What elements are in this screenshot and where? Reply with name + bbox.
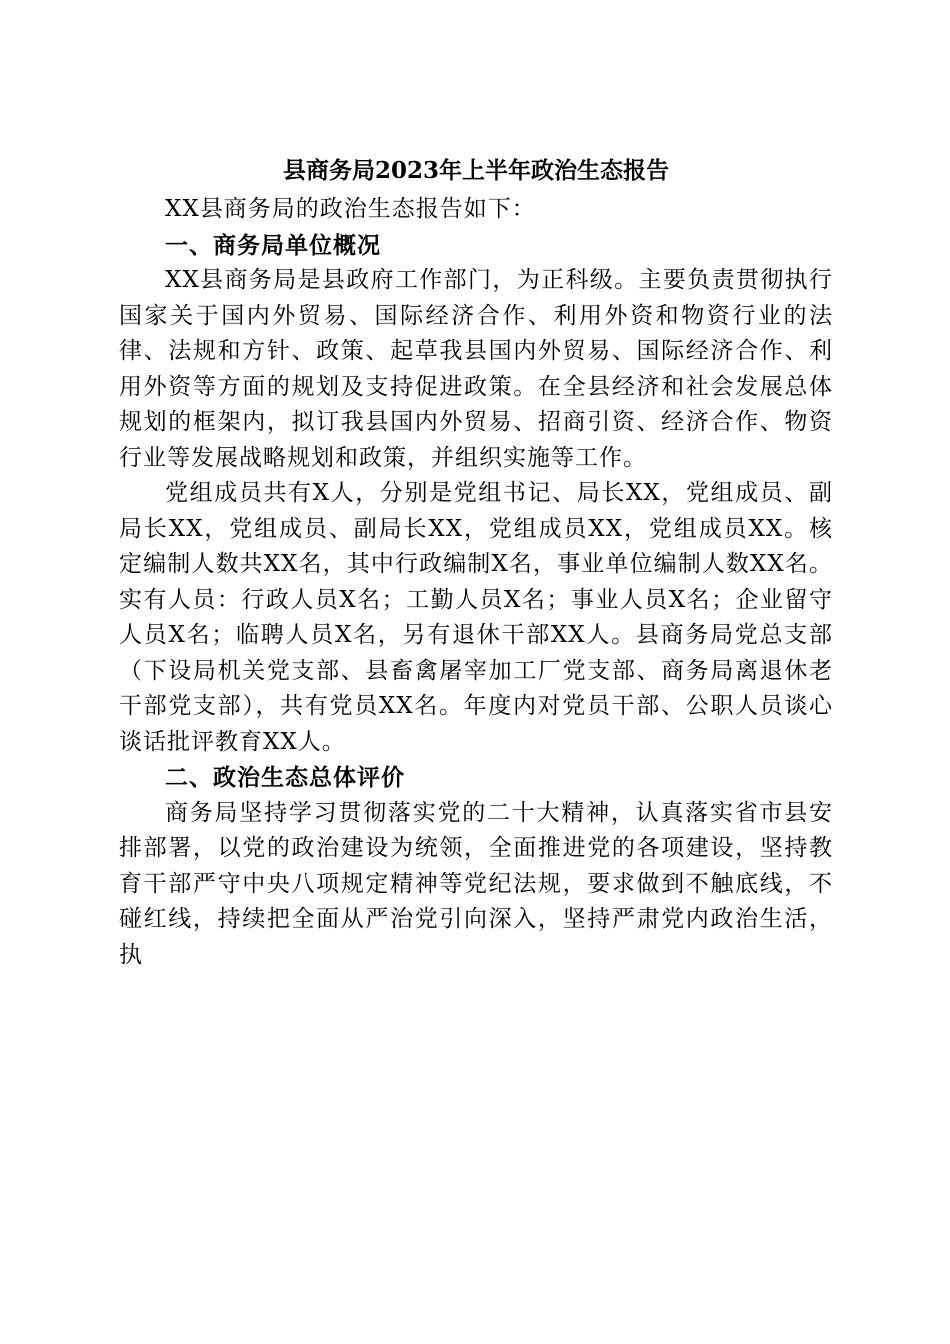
section-1-heading: 一、商务局单位概况 [165,231,381,259]
section-2-heading: 二、政治生态总体评价 [165,764,405,791]
intro-paragraph: XX县商务局的政治生态报告如下： [165,196,536,222]
document-title: 县商务局2023年上半年政治生态报告 [282,157,669,184]
section-1-paragraph-1: XX县商务局是县政府工作部门，为正科级。主要负责贯彻执行国家关于国内外贸易、国际经济合作、利用外资和物资行业的法律、法规和方针、政策、起草我县国内外贸易、国际经济合作、利用外资等方面的规划及支持促进政策。在全县经济和社会发展总体规划的框架内，拟订我县国内外贸易、招商引资、经济合作、物资行业等发展战略规划和政策，并组织实施等工作。 [119,267,833,471]
section-1-paragraph-2: 党组成员共有X人，分别是党组书记、局长XX，党组成员、副局长XX，党组成员、副局长XX，党组成员XX，党组成员XX。核定编制人数共XX名，其中行政编制X名，事业单位编制人数XX名。实有人员：行政人员X名；工勤人员X名；事业人员X名；企业留守人员X名；临聘人员X名，另有退休干部XX人。县商务局党总支部（下设局机关党支部、县畜禽屠宰加工厂党支部、商务局离退休老干部党支部），共有党员XX名。年度内对党员干部、公职人员谈心谈话批评教育XX人。 [119,480,833,755]
section-2-paragraph-1: 商务局坚持学习贯彻落实党的二十大精神，认真落实省市县安排部署，以党的政治建设为统领，全面推进党的各项建设，坚持教育干部严守中央八项规定精神等党纪法规，要求做到不触底线，不碰红线，持续把全面从严治党引向深入，坚持严肃党内政治生活，执 [119,799,833,968]
document-page [119,150,833,973]
